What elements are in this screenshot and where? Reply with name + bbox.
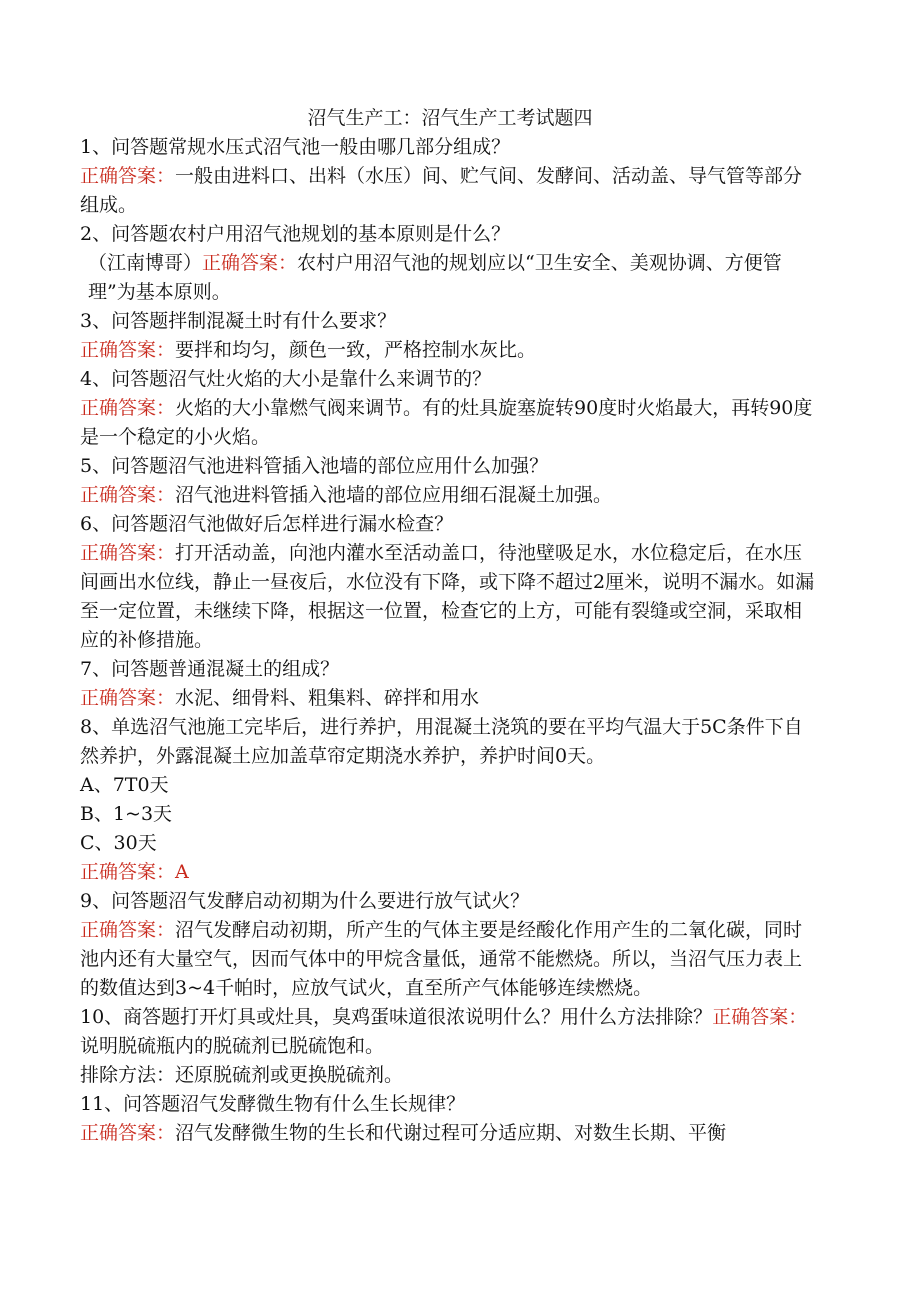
answer-1	[80, 162, 820, 220]
answer-text: 打开活动盖，向池内灌水至活动盖口，待池壁吸足水，水位稳定后，在水压间画出水位线，静止一昼夜后，水位没有下降，或下降不超过2厘米，说明不漏水。如漏至一定位置，未继续下降，根据这一位置，检查它的上方，可能有裂缝或空洞，采取相应的补修措施。	[80, 542, 815, 651]
answer-text: 水泥、细骨料、粗集料、碎拌和用水	[175, 687, 480, 709]
answer-text: 沼气发酵启动初期，所产生的气体主要是经酸化作用产生的二氧化碳，同时池内还有大量空气，因而气体中的甲烷含量低，通常不能燃烧。所以，当沼气压力表上的数值达到3~4千帕时，应放气试火，直至所产气体能够连续燃烧。	[80, 919, 803, 999]
answer-label: 正确答案：	[712, 1006, 808, 1028]
answer-2	[80, 249, 820, 307]
answer-text: 沼气发酵微生物的生长和代谢过程可分适应期、对数生长期、平衡	[175, 1122, 727, 1144]
answer-10-extra: 排除方法：还原脱硫剂或更换脱硫剂。	[80, 1064, 404, 1086]
answer-label: 正确答案：	[80, 542, 176, 564]
answer-5	[80, 481, 820, 510]
document-title: 沼气生产工：沼气生产工考试题四	[307, 107, 593, 129]
question-11: 11、问答题沼气发酵微生物有什么生长规律？	[80, 1093, 466, 1115]
question-answer-10	[80, 1003, 820, 1061]
question-5: 5、问答题沼气池进料管插入池墙的部位应用什么加强？	[80, 455, 549, 477]
answer-4	[80, 394, 820, 452]
answer-7	[80, 684, 820, 713]
answer-prefix: （江南博哥）	[88, 252, 203, 274]
question-9: 9、问答题沼气发酵启动初期为什么要进行放气试火？	[80, 890, 530, 912]
answer-label: 正确答案：	[80, 919, 176, 941]
answer-9	[80, 916, 820, 1003]
answer-text: 农村户用沼气池的规划应以“卫生安全、美观协调、方便管理”为基本原则。	[88, 252, 782, 303]
question-1: 1、问答题常规水压式沼气池一般由哪几部分组成？	[80, 136, 511, 158]
answer-label: 正确答案：	[80, 165, 176, 187]
answer-label: 正确答案：	[80, 484, 176, 506]
answer-text: 火焰的大小靠燃气阀来调节。有的灶具旋塞旋转90度时火焰最大，再转90度是一个稳定的小火焰。	[80, 397, 813, 448]
question-2: 2、问答题农村户用沼气池规划的基本原则是什么？	[80, 223, 511, 245]
question-4: 4、问答题沼气灶火焰的大小是靠什么来调节的？	[80, 368, 492, 390]
option-a: A、7T0天	[80, 774, 169, 796]
answer-6	[80, 539, 820, 655]
document-page	[80, 104, 820, 1148]
answer-text: 说明脱硫瓶内的脱硫剂已脱硫饱和。	[80, 1035, 385, 1057]
answer-text: 要拌和均匀，颜色一致，严格控制水灰比。	[175, 339, 537, 361]
question-8: 8、单选沼气池施工完毕后，进行养护，用混凝土浇筑的要在平均气温大于5C条件下自然养护，外露混凝土应加盖草帘定期浇水养护，养护时间0天。	[80, 716, 803, 767]
answer-8	[80, 858, 820, 887]
answer-text: 一般由进料口、出料（水压）间、贮气间、发酵间、活动盖、导气管等部分组成。	[80, 165, 803, 216]
answer-label: 正确答案：	[80, 397, 176, 419]
answer-label: 正确答案：	[80, 861, 176, 883]
answer-11	[80, 1119, 820, 1148]
answer-label: 正确答案：	[80, 687, 176, 709]
answer-label: 正确答案：	[202, 252, 298, 274]
answer-label: 正确答案：	[80, 1122, 176, 1144]
option-c: C、30天	[80, 832, 157, 854]
question-6: 6、问答题沼气池做好后怎样进行漏水检查？	[80, 513, 454, 535]
question-7: 7、问答题普通混凝土的组成？	[80, 658, 340, 680]
question-10: 10、商答题打开灯具或灶具，臭鸡蛋味道很浓说明什么？用什么方法排除？	[80, 1006, 713, 1028]
option-b: B、1~3天	[80, 803, 173, 825]
answer-text: 沼气池进料管插入池墙的部位应用细石混凝土加强。	[175, 484, 613, 506]
answer-label: 正确答案：	[80, 339, 176, 361]
answer-text: A	[175, 861, 189, 883]
question-3: 3、问答题拌制混凝土时有什么要求？	[80, 310, 397, 332]
answer-3	[80, 336, 820, 365]
